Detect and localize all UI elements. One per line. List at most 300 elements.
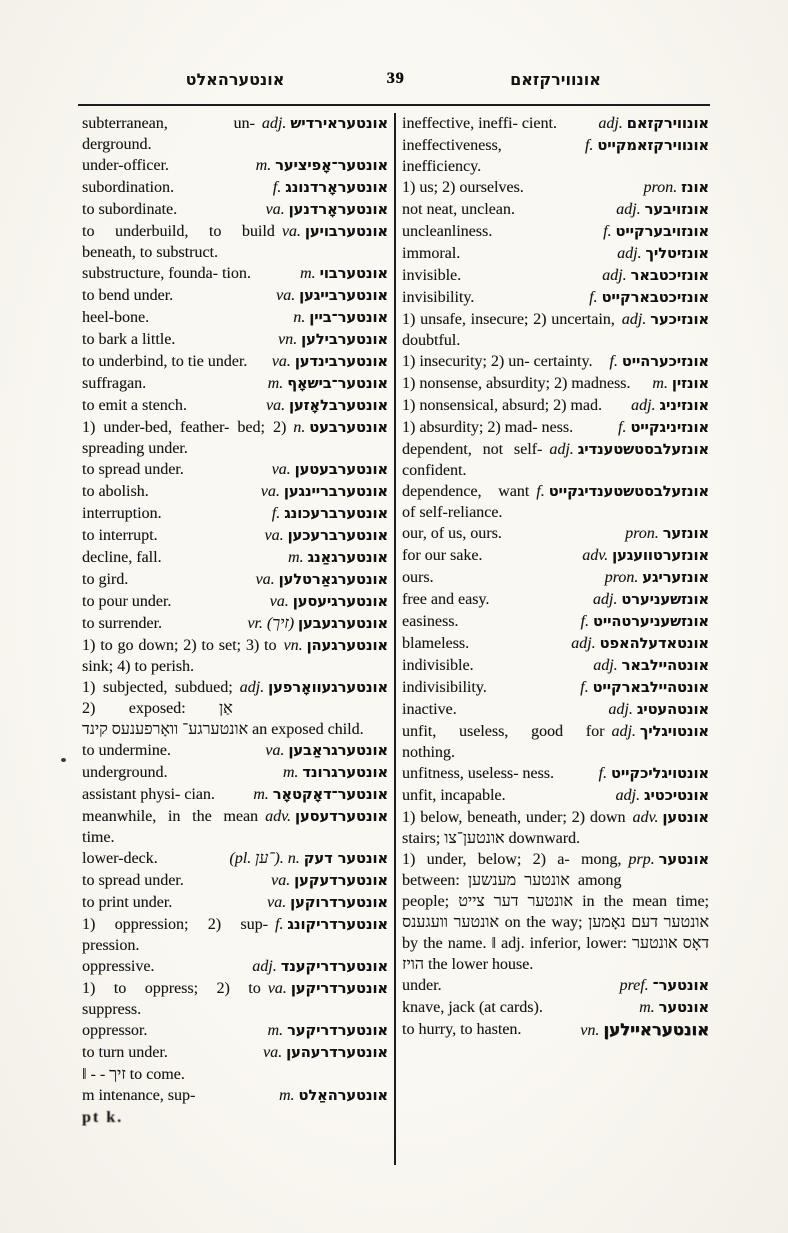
entry-headword-block xyxy=(582,545,709,567)
dictionary-entry xyxy=(402,975,709,997)
entry-pos-tag: pron. xyxy=(643,179,678,196)
entry-yiddish-headword: אונזעלבסטשטענדיג xyxy=(577,442,709,458)
entry-english-definition: suffragan. xyxy=(82,375,147,392)
entry-english-definition: 1) nonsense, absurdity; 2) madness. xyxy=(402,375,631,392)
entry-headword-block xyxy=(616,785,709,807)
entry-headword-block xyxy=(300,263,388,285)
entry-pos-tag: adj. xyxy=(631,397,656,414)
entry-headword-block xyxy=(598,113,709,135)
entry-english-definition: invisible. xyxy=(402,267,462,284)
entry-headword-block xyxy=(536,481,709,503)
entry-pos-tag: adv. xyxy=(632,809,659,826)
entry-yiddish-headword: אונטערבריינגען xyxy=(283,484,388,500)
entry-headword-block xyxy=(643,177,709,199)
entry-pos-tag: va. xyxy=(255,571,275,588)
entry-pos-tag: pron. xyxy=(604,569,639,586)
entry-yiddish-headword: אונטער xyxy=(658,1000,709,1016)
entry-yiddish-headword: אונטערדרוקען xyxy=(290,895,388,911)
entry-headword-block xyxy=(616,199,709,221)
entry-pos-tag: adj. xyxy=(608,701,633,718)
entry-english-definition: assistant physi- cian. xyxy=(82,786,215,803)
entry-yiddish-headword: אונטעראָרדנען xyxy=(288,202,388,218)
dictionary-entry xyxy=(82,177,388,199)
entry-yiddish-headword: אונטערבויען xyxy=(304,224,388,240)
dictionary-entry xyxy=(82,870,388,892)
entry-headword-block xyxy=(632,807,709,829)
entry-pos-tag: m. xyxy=(300,265,316,282)
entry-english-definition: to bend under. xyxy=(82,287,174,304)
entry-headword-block xyxy=(603,221,709,243)
entry-yiddish-headword: אונטערדעסען xyxy=(294,809,388,825)
entry-yiddish-headword: אונטער xyxy=(658,852,709,868)
entry-english-definition: decline, fall. xyxy=(82,549,162,566)
entry-yiddish-headword: אונזשעניערטהייט xyxy=(593,614,709,630)
entry-pos-tag: m. xyxy=(278,1087,295,1104)
entry-yiddish-headword: אונטהיילבארקייט xyxy=(592,680,709,696)
entry-headword-block xyxy=(288,547,388,569)
entry-headword-block xyxy=(611,721,709,743)
entry-english-definition: to underbind, to tie under. xyxy=(82,353,248,370)
column-left xyxy=(82,113,388,1165)
entry-yiddish-headword: אונטערבוי xyxy=(319,266,388,282)
entry-pos-tag: va. xyxy=(269,593,289,610)
entry-yiddish-headword: אונטערברעכען xyxy=(287,528,388,544)
entry-pos-tag: f. xyxy=(584,137,594,154)
dictionary-entry xyxy=(402,1019,709,1041)
entry-english-definition: indivisible. xyxy=(402,657,474,674)
entry-yiddish-headword: אונטאדעלהאפט xyxy=(599,636,709,652)
entry-english-definition: to print under. xyxy=(82,894,173,911)
entry-headword-block xyxy=(256,569,388,591)
dictionary-entry xyxy=(82,221,388,263)
entry-english-definition: free and easy. xyxy=(402,591,490,608)
entry-yiddish-headword: אונז xyxy=(681,180,709,196)
dictionary-entry xyxy=(402,997,709,1019)
entry-yiddish-headword: אונטער־ביין xyxy=(309,310,388,326)
entry-yiddish-headword: אונזיטליך xyxy=(645,246,709,262)
entry-pos-tag: adj. xyxy=(616,201,641,218)
entry-english-definition: indivisibility. xyxy=(402,679,487,696)
entry-english-definition: 1) under, below; 2) a- mong, between: אונטער מענשען among people; אונטער דער צייט in the mean time; אונטער וועגענס on the way; אונטער דעם נאָמען by the name. ‖ adj. inferior, lower: דאָס אונטער הויז the lower house. xyxy=(402,851,710,973)
dictionary-entry xyxy=(402,417,709,439)
entry-pos-tag: va. xyxy=(271,872,291,889)
entry-pos-tag: va. xyxy=(265,397,286,414)
entry-yiddish-headword: אונטערברעכונג xyxy=(284,506,388,522)
entry-english-definition: ineffective, ineffi- cient. xyxy=(402,115,557,132)
dictionary-entry xyxy=(82,784,388,806)
entry-yiddish-headword: אונטעראירדיש xyxy=(290,116,388,132)
entry-headword-block xyxy=(229,848,388,870)
entry-yiddish-headword: אונטערדריקען xyxy=(290,981,388,997)
dictionary-entry xyxy=(402,265,709,287)
entry-headword-block xyxy=(605,567,709,589)
entry-english-definition: inactive. xyxy=(402,701,457,718)
entry-english-definition: uncleanliness. xyxy=(402,223,493,240)
dictionary-entry xyxy=(402,677,709,699)
entry-headword-block xyxy=(593,589,709,611)
entry-english-definition: 1) absurdity; 2) mad- ness. xyxy=(402,419,574,436)
entry-english-definition: underground. xyxy=(82,764,168,781)
dictionary-entry xyxy=(82,373,388,395)
entry-headword-block xyxy=(253,784,388,806)
entry-pos-tag: vn. xyxy=(278,331,298,348)
entry-yiddish-headword: אונטהיילבאר xyxy=(621,658,709,674)
entry-english-definition: ineffectiveness, inefficiency. xyxy=(402,137,502,175)
dictionary-entry xyxy=(82,613,388,635)
entry-yiddish-headword: אונטויגליכקייט xyxy=(611,766,709,782)
entry-pos-tag: va. xyxy=(265,201,285,218)
entry-english-definition: blameless. xyxy=(402,635,470,652)
entry-pos-tag: m. xyxy=(267,375,284,392)
entry-headword-block xyxy=(261,481,388,503)
entry-yiddish-headword: אונטערבעטען xyxy=(294,462,388,478)
dictionary-entry xyxy=(82,978,388,1020)
dictionary-entry xyxy=(402,177,709,199)
entry-english-definition: 1) nonsensical, absurd; 2) mad. xyxy=(402,397,602,414)
dictionary-entry xyxy=(82,307,388,329)
entry-english-definition: to undermine. xyxy=(82,742,171,759)
entry-headword-block xyxy=(602,265,709,287)
entry-yiddish-headword: אונטערדעקען xyxy=(294,873,388,889)
dictionary-entry xyxy=(82,285,388,307)
entry-pos-tag: va. xyxy=(265,742,285,759)
dictionary-entry xyxy=(82,525,388,547)
entry-english-definition: not neat, unclean. xyxy=(402,201,515,218)
entry-yiddish-headword: אונזיכטבאר xyxy=(630,268,709,284)
guide-word-left: אונטערהאלט xyxy=(185,70,285,89)
entry-english-definition: oppressor. xyxy=(82,1022,148,1039)
entry-yiddish-headword: אונטהעטיג xyxy=(636,702,709,718)
text-columns xyxy=(82,113,709,1165)
entry-english-definition: easiness. xyxy=(402,613,459,630)
entry-english-definition: ‖ - - זיך to come. xyxy=(82,1066,185,1083)
dictionary-entry xyxy=(82,1020,388,1042)
dictionary-entry xyxy=(82,677,388,740)
entry-english-definition: subordination. xyxy=(82,179,174,196)
entry-headword-block xyxy=(589,287,709,309)
dictionary-entry xyxy=(82,569,388,591)
entry-headword-block xyxy=(580,1019,709,1041)
dictionary-entry xyxy=(402,633,709,655)
entry-yiddish-headword: אונזויבער xyxy=(644,202,709,218)
entry-yiddish-headword: אונטערבעט xyxy=(309,420,388,436)
entry-pos-tag: pref. xyxy=(619,977,649,994)
dictionary-entry xyxy=(402,763,709,785)
entry-headword-block xyxy=(240,677,388,699)
entry-english-definition: 1) unsafe, insecure; 2) uncertain, doubtful. xyxy=(402,311,615,349)
entry-english-definition: unfitness, useless- ness. xyxy=(402,765,554,782)
dictionary-entry xyxy=(402,785,709,807)
dictionary-entry xyxy=(82,263,388,285)
dictionary-entry xyxy=(402,395,709,417)
entry-yiddish-headword: אונטערגאַרטלען xyxy=(278,572,388,588)
entry-headword-block xyxy=(276,285,388,307)
dictionary-entry xyxy=(82,329,388,351)
column-divider-rule xyxy=(394,113,396,1165)
dictionary-entry xyxy=(82,199,388,221)
entry-yiddish-headword: אונטערגראַבען xyxy=(288,743,388,759)
dictionary-entry xyxy=(82,547,388,569)
dictionary-entry xyxy=(402,351,709,373)
entry-yiddish-headword: אונטערבינדען xyxy=(294,354,388,370)
entry-pos-tag: adj. xyxy=(571,635,596,652)
entry-yiddish-headword: אונווירקזאמקייט xyxy=(597,138,709,154)
dictionary-entry xyxy=(82,417,388,459)
entry-pos-tag: va. xyxy=(271,461,291,478)
dictionary-entry xyxy=(82,459,388,481)
entry-english-definition: unfit, incapable. xyxy=(402,787,506,804)
dictionary-entry xyxy=(82,395,388,417)
entry-english-definition: immoral. xyxy=(402,245,461,262)
entry-yiddish-headword: אונטערגאַנג xyxy=(307,550,388,566)
dictionary-entry xyxy=(82,1107,388,1128)
entry-pos-tag: adj. xyxy=(617,245,642,262)
dictionary-entry xyxy=(82,740,388,762)
entry-pos-tag: f. xyxy=(598,765,607,782)
entry-headword-block xyxy=(272,459,388,481)
entry-yiddish-headword: אונטערגעהן xyxy=(306,638,388,654)
entry-english-definition: subterranean, un- derground. xyxy=(82,115,255,153)
entry-headword-block xyxy=(282,221,388,243)
entry-pos-tag: m. xyxy=(282,764,299,781)
entry-headword-block xyxy=(283,635,388,657)
entry-yiddish-headword: אונזויבערקייט xyxy=(615,224,709,240)
dictionary-entry xyxy=(402,807,709,849)
entry-english-definition: to spread under. xyxy=(82,461,184,478)
entry-yiddish-headword: אונזין xyxy=(671,376,709,392)
entry-pos-tag: adj. xyxy=(602,267,627,284)
entry-english-definition: to bark a little. xyxy=(82,331,176,348)
entry-yiddish-headword: אונטערבילען xyxy=(301,332,388,348)
entry-pos-tag: va. xyxy=(263,1044,283,1061)
entry-pos-tag: adj. xyxy=(592,591,618,608)
dictionary-entry xyxy=(402,287,709,309)
entry-headword-block xyxy=(262,113,388,135)
entry-english-definition: to underbuild, to build beneath, to substruct. xyxy=(82,223,275,261)
dictionary-entry xyxy=(82,503,388,525)
entry-headword-block xyxy=(279,1085,388,1107)
entry-headword-block xyxy=(263,1042,388,1064)
dictionary-entry xyxy=(82,956,388,978)
entry-pos-tag: adj. xyxy=(593,657,618,674)
entry-pos-tag: f. xyxy=(580,613,589,630)
entry-english-definition: our, of us, ours. xyxy=(402,525,502,542)
entry-pos-tag: va. xyxy=(267,980,287,997)
entry-english-definition: heel-bone. xyxy=(82,309,150,326)
entry-english-definition: oppressive. xyxy=(82,958,155,975)
entry-yiddish-headword: אונווירקזאם xyxy=(626,116,709,132)
entry-yiddish-headword: אונזיניג xyxy=(659,398,709,414)
ink-speck xyxy=(61,758,66,762)
column-right xyxy=(402,113,709,1165)
dictionary-entry xyxy=(402,589,709,611)
dictionary-entry xyxy=(402,439,709,481)
entry-english-definition: to hurry, to hasten. xyxy=(402,1021,522,1038)
dictionary-entry xyxy=(402,309,709,351)
entry-headword-block xyxy=(265,806,388,828)
entry-headword-block xyxy=(275,914,388,936)
dictionary-entry xyxy=(82,351,388,373)
entry-english-definition: knave, jack (at cards). xyxy=(402,999,543,1016)
entry-headword-block xyxy=(625,523,709,545)
dictionary-entry xyxy=(82,1085,388,1107)
entry-english-definition: under. xyxy=(402,977,442,994)
entry-headword-block xyxy=(252,956,388,978)
entry-pos-tag: adj. xyxy=(549,441,574,458)
entry-pos-tag: f. xyxy=(274,916,284,933)
dictionary-entry xyxy=(402,699,709,721)
dictionary-entry xyxy=(402,135,709,177)
entry-yiddish-headword: אונטערגעוואָרפען xyxy=(268,680,388,696)
entry-pos-tag: m. xyxy=(267,1022,284,1039)
entry-english-definition: 1) under-bed, feather- bed; 2) spreading under. xyxy=(82,419,287,457)
entry-yiddish-headword: אונזשעניערט xyxy=(621,592,709,608)
dictionary-entry xyxy=(402,849,709,975)
entry-pos-tag: f. xyxy=(589,289,598,306)
entry-headword-block xyxy=(293,307,388,329)
entry-yiddish-headword: אונזערטוועגען xyxy=(612,548,709,564)
dictionary-entry xyxy=(82,848,388,870)
entry-english-definition: lower-deck. xyxy=(82,850,158,867)
entry-yiddish-headword: אונטער־אָפיציער xyxy=(275,158,388,174)
entry-pos-tag: adj. xyxy=(615,787,640,804)
entry-yiddish-headword: אונטער־דאָקטאָר xyxy=(272,787,388,803)
entry-pos-tag: m. xyxy=(253,786,269,803)
dictionary-entry xyxy=(402,199,709,221)
entry-headword-block xyxy=(585,135,709,157)
entry-pos-tag: adj. xyxy=(252,958,277,975)
entry-headword-block xyxy=(293,417,388,439)
entry-headword-block xyxy=(619,975,709,997)
entry-headword-block xyxy=(639,997,709,1019)
entry-pos-tag: (pl. ־ען). n. xyxy=(229,850,300,867)
entry-yiddish-headword: אונטערגיעסען xyxy=(292,594,388,610)
entry-english-definition: pt k. xyxy=(82,1109,124,1126)
entry-pos-tag: va. xyxy=(276,287,296,304)
entry-headword-block xyxy=(268,978,388,1000)
entry-english-definition: to gird. xyxy=(82,571,129,588)
entry-yiddish-headword: אונטערדרעהען xyxy=(286,1045,388,1061)
header-rule xyxy=(78,104,710,106)
entry-pos-tag: adj. xyxy=(598,115,623,132)
entry-headword-block xyxy=(283,762,388,784)
entry-pos-tag: n. xyxy=(293,309,306,326)
entry-english-definition: to abolish. xyxy=(82,483,149,500)
entry-english-definition: for our sake. xyxy=(402,547,483,564)
entry-english-definition: to pour under. xyxy=(82,593,172,610)
entry-yiddish-headword: אונזיכטבארקייט xyxy=(601,290,709,306)
entry-headword-block xyxy=(268,1020,389,1042)
entry-headword-block xyxy=(617,243,709,265)
entry-pos-tag: f. xyxy=(580,679,589,696)
entry-english-definition: 1) to oppress; 2) to suppress. xyxy=(82,980,261,1018)
entry-yiddish-headword: אונטען xyxy=(662,810,709,826)
entry-pos-tag: f. xyxy=(272,179,282,196)
entry-pos-tag: m. xyxy=(288,549,304,566)
dictionary-entry xyxy=(402,113,709,135)
entry-yiddish-headword: אונזיניגקייט xyxy=(630,420,709,436)
entry-headword-block xyxy=(571,633,709,655)
entry-pos-tag: va. xyxy=(267,894,287,911)
entry-headword-block xyxy=(599,763,709,785)
entry-headword-block xyxy=(268,373,388,395)
dictionary-entry xyxy=(82,892,388,914)
entry-headword-block xyxy=(609,351,709,373)
entry-yiddish-headword: אונזיכערהייט xyxy=(621,354,709,370)
dictionary-entry xyxy=(402,655,709,677)
entry-pos-tag: m. xyxy=(255,157,272,174)
dictionary-entry xyxy=(82,914,388,956)
dictionary-entry xyxy=(82,591,388,613)
entry-pos-tag: adj. xyxy=(261,115,287,132)
entry-headword-block xyxy=(608,699,709,721)
dictionary-entry xyxy=(402,523,709,545)
entry-headword-block xyxy=(273,177,388,199)
dictionary-entry xyxy=(82,1064,388,1085)
entry-pos-tag: vr. (זיך) xyxy=(247,615,295,632)
dictionary-entry xyxy=(402,481,709,523)
entry-yiddish-headword: אונטערגעבען xyxy=(298,616,388,632)
entry-yiddish-headword: אונטערבלאָזען xyxy=(289,398,388,414)
guide-word-right: אונווירקזאם xyxy=(510,70,601,89)
entry-pos-tag: adj. xyxy=(611,723,636,740)
entry-headword-block xyxy=(265,740,388,762)
entry-english-definition: 1) subjected, subdued; 2) exposed: אַן אונטערגע־ וואָרפענעס קינד an exposed child. xyxy=(82,679,364,738)
dictionary-entry xyxy=(82,155,388,177)
entry-headword-block xyxy=(618,417,709,439)
dictionary-entry xyxy=(82,113,388,155)
entry-headword-block xyxy=(622,309,709,331)
entry-yiddish-headword: אונזיכער xyxy=(650,312,709,328)
entry-english-definition: to interrupt. xyxy=(82,527,158,544)
entry-headword-block xyxy=(278,329,388,351)
entry-english-definition: ours. xyxy=(402,569,434,586)
dictionary-entry xyxy=(402,567,709,589)
entry-pos-tag: m. xyxy=(639,999,655,1016)
entry-pos-tag: va. xyxy=(260,483,280,500)
entry-headword-block xyxy=(270,591,388,613)
dictionary-entry xyxy=(402,611,709,633)
entry-english-definition: 1) us; 2) ourselves. xyxy=(402,179,524,196)
page-header xyxy=(82,70,709,96)
entry-headword-block xyxy=(631,395,709,417)
entry-english-definition: substructure, founda- tion. xyxy=(82,265,251,282)
dictionary-entry xyxy=(82,762,388,784)
entry-english-definition: to spread under. xyxy=(82,872,184,889)
entry-yiddish-headword: אונטערדריקונג xyxy=(287,917,388,933)
dictionary-entry xyxy=(82,806,388,848)
entry-yiddish-headword: אונזעלבסטשטענדיגקייט xyxy=(548,484,709,500)
entry-yiddish-headword: אונטערדריקער xyxy=(287,1023,388,1039)
entry-english-definition: under-officer. xyxy=(82,157,169,174)
entry-pos-tag: vn. xyxy=(580,1022,600,1039)
entry-headword-block xyxy=(264,525,388,547)
entry-yiddish-headword: אונטער דעק xyxy=(303,851,388,867)
entry-yiddish-headword: אונזעריגע xyxy=(642,570,709,586)
entry-pos-tag: f. xyxy=(617,419,627,436)
dictionary-entry xyxy=(402,243,709,265)
entry-headword-block xyxy=(266,199,388,221)
entry-headword-block xyxy=(652,373,709,395)
entry-pos-tag: vn. xyxy=(283,637,303,654)
entry-pos-tag: m. xyxy=(652,375,668,392)
entry-pos-tag: adv. xyxy=(265,808,291,825)
entry-yiddish-headword: אונטער־בישאָף xyxy=(287,376,388,392)
entry-english-definition: interruption. xyxy=(82,505,162,522)
entry-pos-tag: va. xyxy=(271,353,291,370)
entry-yiddish-headword: אונטעראָרדנונג xyxy=(285,180,388,196)
entry-pos-tag: va. xyxy=(281,223,301,240)
